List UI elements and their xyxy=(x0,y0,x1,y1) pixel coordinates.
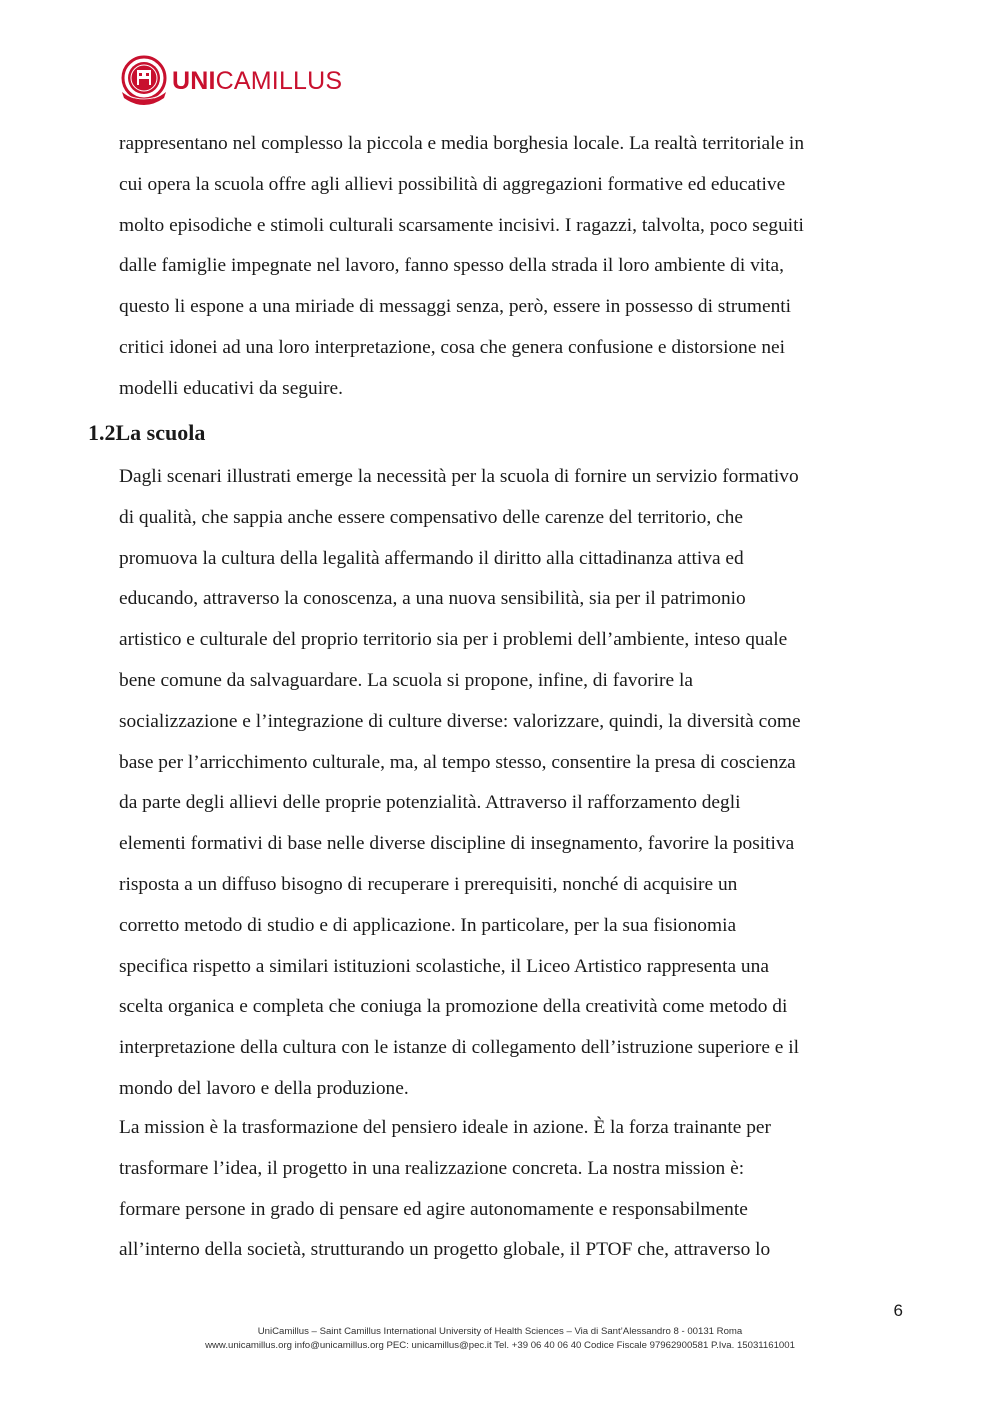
text-line: all’interno della società, strutturando un progetto globale, il PTOF che, attraverso lo xyxy=(119,1239,771,1261)
paragraph-school xyxy=(119,457,919,1110)
text-line: di qualità, che sappia anche essere compensativo delle carenze del territorio, che xyxy=(119,506,743,528)
text-line: molto episodiche e stimoli culturali scarsamente incisivi. I ragazzi, talvolta, poco seguiti xyxy=(119,214,804,236)
text-line: cui opera la scuola offre agli allievi possibilità di aggregazioni formative ed educative xyxy=(119,173,786,195)
text-line: questo li espone a una miriade di messaggi senza, però, essere in possesso di strumenti xyxy=(119,296,792,318)
text-line: artistico e culturale del proprio territorio sia per i problemi dell’ambiente, inteso quale xyxy=(119,629,788,651)
footer-contacts: www.unicamillus.org info@unicamillus.org PEC: unicamillus@pec.it Tel. +39 06 40 06 40 Codice Fiscale 97962900581 P.Iva. 15031161001 xyxy=(205,1340,795,1351)
text-line: educando, attraverso la conoscenza, a una nuova sensibilità, sia per il patrimonio xyxy=(119,588,746,610)
text-line: dalle famiglie impegnate nel lavoro, fanno spesso della strada il loro ambiente di vita, xyxy=(119,255,785,277)
text-line: specifica rispetto a similari istituzioni scolastiche, il Liceo Artistico rappresenta una xyxy=(119,955,769,977)
text-line: promuova la cultura della legalità affermando il diritto alla cittadinanza attiva ed xyxy=(119,547,744,569)
text-line: rappresentano nel complesso la piccola e media borghesia locale. La realtà territoriale in xyxy=(119,133,805,154)
text-line: corretto metodo di studio e di applicazione. In particolare, per la sua fisionomia xyxy=(119,914,737,936)
text-line: mondo del lavoro e della produzione. xyxy=(119,1077,409,1099)
text-line: La mission è la trasformazione del pensiero ideale in azione. È la forza trainante per xyxy=(119,1117,771,1138)
text-line: bene comune da salvaguardare. La scuola si propone, infine, di favorire la xyxy=(119,669,693,691)
text-line: Dagli scenari illustrati emerge la necessità per la scuola di fornire un servizio formativo xyxy=(119,466,799,487)
text-line: risposta a un diffuso bisogno di recuperare i prerequisiti, nonché di acquisire un xyxy=(119,873,738,895)
text-line: socializzazione e l’integrazione di culture diverse: valorizzare, quindi, la diversità come xyxy=(119,710,801,732)
paragraph-mission xyxy=(119,1108,919,1271)
text-line: modelli educativi da seguire. xyxy=(119,377,343,399)
logo-wordmark xyxy=(172,66,343,95)
logo-text-camillus: CAMILLUS xyxy=(215,66,343,95)
logo-text-uni: UNI xyxy=(172,66,216,95)
footer xyxy=(0,1325,1000,1353)
text-line: elementi formativi di base nelle diverse discipline di insegnamento, favorire la positiva xyxy=(119,833,795,855)
text-line: base per l’arricchimento culturale, ma, al tempo stesso, consentire la presa di coscienza xyxy=(119,751,796,773)
university-seal-icon xyxy=(118,54,170,106)
text-line: da parte degli allievi delle proprie potenzialità. Attraverso il rafforzamento degli xyxy=(119,792,741,814)
footer-address: UniCamillus – Saint Camillus International University of Health Sciences – Via di Sant’Alessandro 8 - 00131 Roma xyxy=(257,1326,743,1337)
text-line: interpretazione della cultura con le istanze di collegamento dell’istruzione superiore e il xyxy=(119,1037,800,1059)
text-line: scelta organica e completa che coniuga la promozione della creatività come metodo di xyxy=(119,996,788,1018)
text-line: formare persone in grado di pensare ed agire autonomamente e responsabilmente xyxy=(119,1198,748,1220)
text-line: trasformare l’idea, il progetto in una realizzazione concreta. La nostra mission è: xyxy=(119,1157,745,1179)
header-logo xyxy=(118,54,342,106)
page-number: 6 xyxy=(893,1301,903,1320)
text-line: critici idonei ad una loro interpretazione, cosa che genera confusione e distorsione nei xyxy=(119,336,786,358)
paragraph-territory xyxy=(119,124,919,410)
section-heading: 1.2La scuola xyxy=(88,420,206,445)
